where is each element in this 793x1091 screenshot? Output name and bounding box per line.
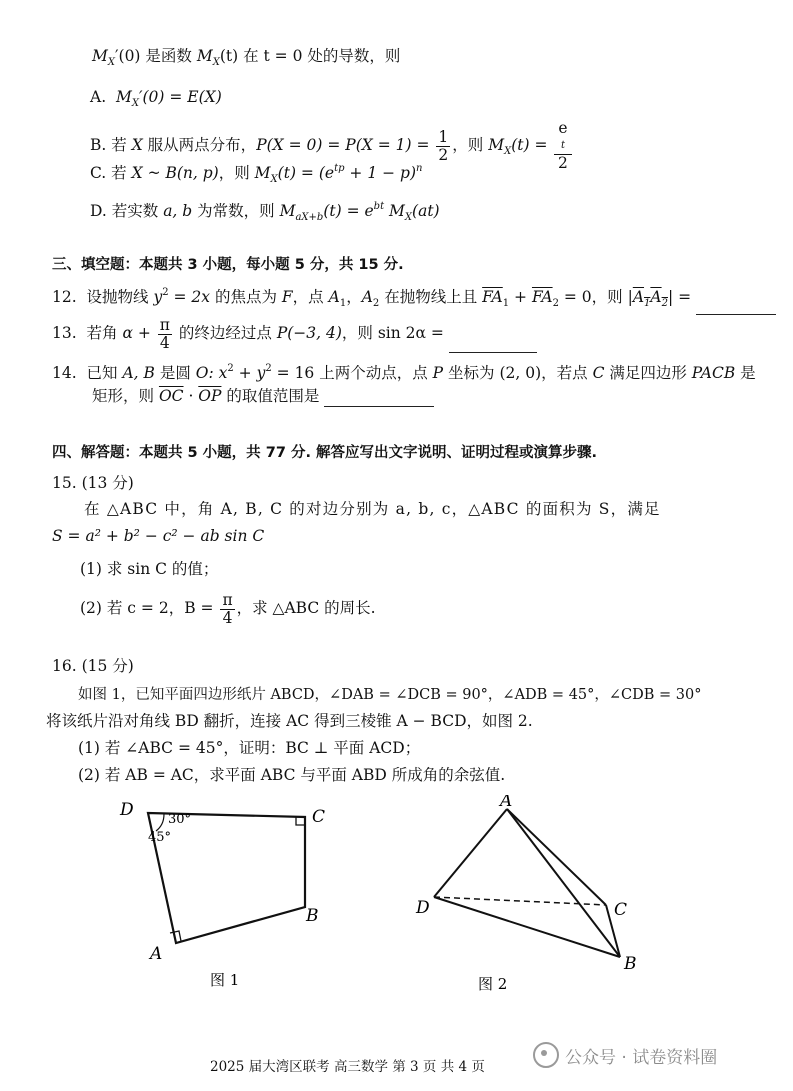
figure-1 bbox=[110, 795, 350, 1000]
option-b: B. 若 X 服从两点分布，P(X = 0) = P(X = 1) = $\frac{1}{2}$ ，则 $M_X(t)$ = e t 2 bbox=[90, 120, 574, 172]
vertex-label-c: C bbox=[312, 807, 326, 827]
answer-blank-13[interactable] bbox=[449, 336, 537, 353]
question-14-line-2: 矩形，则 $\overline{OC} \cdot \overline{OP}$ 的取值范围是 bbox=[92, 385, 434, 407]
answer-blank-14[interactable] bbox=[324, 390, 434, 407]
section-4-heading: 四、解答题：本题共 5 小题，共 77 分. 解答应写出文字说明、证明过程或演算步骤. bbox=[52, 445, 598, 461]
question-14: 14. 已知 A, B 是圆 O: $x^2 + y^2 = 16$ 上两个动点，点 P 坐标为 (2, 0)，若点 C 满足四边形 PACB 是 bbox=[52, 363, 756, 382]
figure-1-caption: 图 1 bbox=[210, 971, 240, 989]
quadrilateral-abcd bbox=[148, 813, 305, 943]
section-3-heading: 三、填空题：本题共 3 小题，每小题 5 分，共 15 分. bbox=[52, 257, 404, 273]
question-13: 13. 若角 α + $\frac{\pi}{4}$ 的终边经过点 P(−3, 4)，则 sin 2α = bbox=[52, 313, 537, 353]
question-16-part-1: (1) 若 ∠ABC = 45°，证明：BC ⊥ 平面 ACD； bbox=[78, 739, 421, 757]
page-footer: 2025 届大湾区联考 高三数学 第 3 页 共 4 页 bbox=[210, 1059, 485, 1075]
figure-2 bbox=[410, 795, 660, 1000]
edge-ac bbox=[507, 809, 606, 905]
question-16-line-1: 如图 1，已知平面四边形纸片 ABCD，∠DAB = ∠DCB = 90°，∠ADB = 45°，∠CDB = 30° bbox=[78, 687, 702, 703]
edge-db bbox=[434, 897, 620, 957]
edge-ad bbox=[434, 809, 507, 897]
vertex-label-c: C bbox=[614, 900, 628, 920]
edge-ab bbox=[507, 809, 620, 957]
angle-label-30: 30° bbox=[168, 812, 192, 827]
watermark-text: 公众号 · 试卷资料圈 bbox=[565, 1047, 718, 1068]
question-15-line-2: S = a² + b² − c² − ab sin C bbox=[52, 527, 265, 545]
vertex-label-b: B bbox=[306, 906, 319, 926]
question-15-part-1: (1) 求 sin C 的值； bbox=[80, 560, 219, 578]
question-16-part-2: (2) 若 AB = AC，求平面 ABC 与平面 ABD 所成角的余弦值. bbox=[78, 766, 506, 784]
question-15-part-2: (2) 若 c = 2，B = $\frac{\pi}{4}$ ，求 △ABC 的周长. bbox=[80, 590, 376, 627]
option-c: C. 若 X ~ B(n, p)，则 $M_X(t) = (e^{tp} + 1 - p)^n$ bbox=[90, 163, 423, 185]
vertex-label-d: D bbox=[120, 800, 134, 820]
question-15-line-1: 在 △ABC 中，角 A, B, C 的对边分别为 a, b, c，△ABC 的面积为 S，满足 bbox=[84, 500, 661, 518]
figure-2-caption: 图 2 bbox=[478, 975, 508, 993]
question-15-number: 15. (13 分) bbox=[52, 474, 134, 492]
option-a: A. $M_X'(0) = E(X)$ bbox=[90, 88, 222, 109]
right-angle-mark-c bbox=[296, 817, 305, 825]
question-16-line-2: 将该纸片沿对角线 BD 翻折，连接 AC 得到三棱锥 A − BCD，如图 2. bbox=[46, 712, 533, 730]
option-d: D. 若实数 a, b 为常数，则 $M_{aX+b}(t) = e^{bt}$ $M_X(at)$ bbox=[90, 201, 440, 223]
vertex-label-a: A bbox=[150, 944, 163, 964]
question-16-number: 16. (15 分) bbox=[52, 657, 134, 675]
watermark bbox=[533, 1042, 717, 1068]
angle-arc-d bbox=[156, 814, 164, 831]
vertex-label-b: B bbox=[624, 954, 637, 974]
vertex-label-a: A bbox=[500, 795, 513, 811]
intro-line: $M_X'(0)$ 是函数 $M_X(t)$ 在 t = 0 处的导数，则 bbox=[92, 47, 401, 68]
angle-label-45: 45° bbox=[148, 830, 172, 845]
question-12: 12. 设抛物线 $y^2 = 2x$ 的焦点为 F，点 $A_1$，$A_2$ 在抛物线上且 $\overline{FA}_1 + \overline{FA}_2 = 0$，则 $|A_1A_2|$ = bbox=[52, 282, 776, 315]
vertex-label-d: D bbox=[416, 898, 430, 918]
wechat-logo-icon bbox=[533, 1042, 559, 1068]
answer-blank-12[interactable] bbox=[696, 298, 776, 315]
